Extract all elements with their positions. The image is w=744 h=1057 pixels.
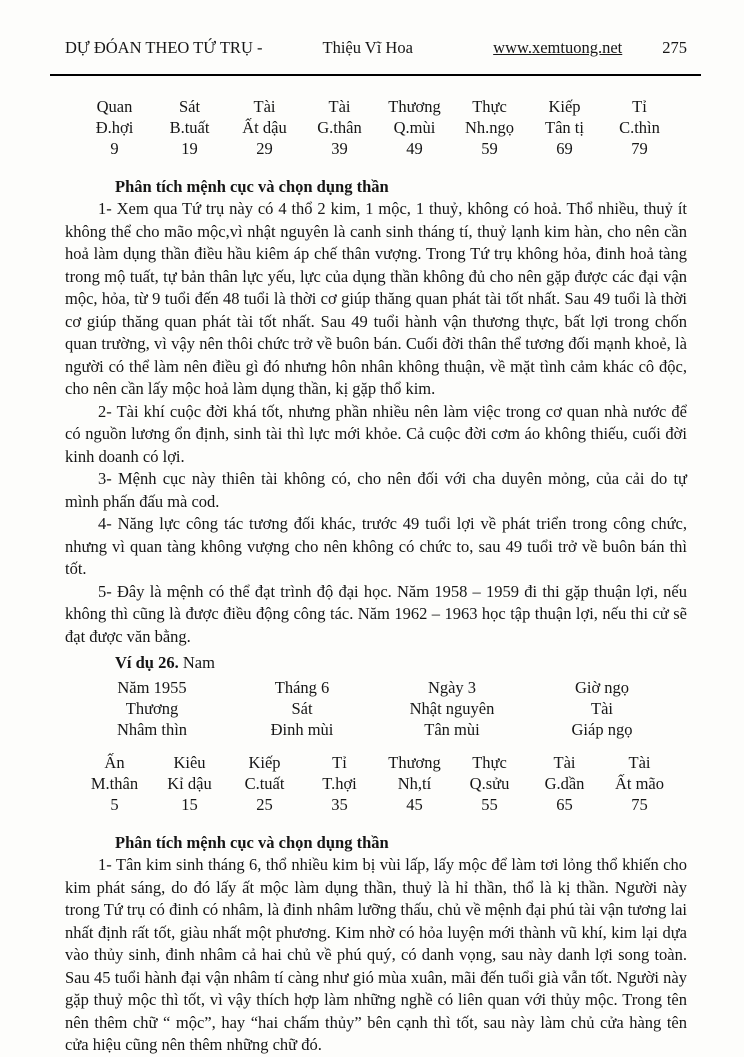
- table-row: [77, 677, 677, 698]
- table-cell: C.tuất: [244, 774, 285, 793]
- header-divider: [50, 74, 701, 76]
- table-cell: T.hợi: [322, 774, 357, 793]
- table-cell: 9: [110, 139, 119, 158]
- table-cell: Kiếp: [248, 753, 281, 772]
- table-cell: Tỉ: [632, 97, 647, 116]
- table-cell: 29: [256, 139, 273, 158]
- table-cell: Đ.hợi: [95, 118, 134, 137]
- table-cell: 35: [331, 795, 348, 814]
- table-row: [77, 773, 677, 794]
- table-row: [77, 698, 677, 719]
- table-cell: Thương: [388, 97, 441, 116]
- table-cell: 19: [181, 139, 198, 158]
- table-row: [77, 752, 677, 773]
- table-row: [77, 138, 677, 159]
- table-row: [77, 719, 677, 740]
- table-cell: Kiêu: [173, 753, 206, 772]
- table-row: [77, 794, 677, 815]
- table-cell: Tài: [628, 753, 651, 772]
- table-cell: Tỉ: [332, 753, 347, 772]
- paragraph: 1- Tân kim sinh tháng 6, thổ nhiều kim bị vùi lấp, lấy mộc để làm tơi lỏng thổ khiến cho kim phát sáng, do đó lấy ất mộc làm dụng thần, thuỷ là hỉ thần, thổ là kị thần. Người này trong Tứ trụ có đinh có nhâm, là đinh nhâm lưỡng thấu, chủ về mệnh đại phú tài vận tương lai nhất định rất tốt, giàu nhất một phương. Kim nhờ có hỏa luyện mới thành vũ khí, kim lại dựa vào thủy sinh, đinh nhâm cả hai chủ về phú quý, có danh vọng, sau này danh lợi song toàn. Sau 45 tuổi hành đại vận nhâm tí càng như gió mùa xuân, mãi đến tuổi già vẫn tốt. Người này gặp thuỷ mộc thì tốt, vì vậy thích hợp làm những nghề có liên quan với thủy mộc. Trong tên nên thêm chữ “ mộc”, hay “hai chấm thủy” bên cạnh thì tốt, sau này làm chủ cửa hàng tên cửa hiệu cũng nên thêm những chữ đó.: [65, 855, 687, 1054]
- table-cell: Ất dậu: [242, 118, 287, 137]
- section-heading: Phân tích mệnh cục và chọn dụng thần: [115, 177, 389, 196]
- page-header: [65, 36, 687, 59]
- table-cell: Thương: [125, 699, 179, 718]
- table-cell: Thương: [388, 753, 441, 772]
- section-heading: Phân tích mệnh cục và chọn dụng thần: [115, 833, 389, 852]
- book-title: DỰ ĐÓAN THEO TỨ TRỤ -: [65, 38, 263, 57]
- table-cell: Tài: [328, 97, 351, 116]
- table-cell: 75: [631, 795, 648, 814]
- luck-cycle-table-2: [77, 752, 677, 815]
- table-cell: 65: [556, 795, 573, 814]
- four-pillars-table: [77, 677, 677, 740]
- table-cell: 39: [331, 139, 348, 158]
- table-cell: Q.mùi: [393, 118, 436, 137]
- table-cell: Giờ ngọ: [574, 678, 630, 697]
- table-cell: Tài: [553, 753, 576, 772]
- table-cell: 79: [631, 139, 648, 158]
- luck-cycle-table-1: [77, 96, 677, 159]
- table-cell: Kiếp: [548, 97, 581, 116]
- table-cell: Sát: [178, 97, 201, 116]
- table-cell: Tài: [253, 97, 276, 116]
- table-cell: 55: [481, 795, 498, 814]
- table-cell: Ấn: [104, 753, 125, 772]
- table-cell: Sát: [291, 699, 313, 718]
- table-cell: B.tuất: [169, 118, 210, 137]
- author-name: Thiệu Vĩ Hoa: [322, 38, 413, 57]
- table-cell: G.thân: [317, 118, 362, 137]
- table-cell: Thực: [472, 97, 507, 116]
- paragraph: 5- Đây là mệnh có thể đạt trình độ đại học. Năm 1958 – 1959 đi thi gặp thuận lợi, nếu không thì cũng là được điều động công tác. Năm 1962 – 1963 học tập thuận lợi, nếu thi cử sẽ đạt được văn bằng.: [65, 581, 687, 646]
- table-cell: Tài: [591, 699, 613, 718]
- table-cell: 25: [256, 795, 273, 814]
- table-cell: Kỉ dậu: [167, 774, 212, 793]
- table-cell: Thực: [472, 753, 507, 772]
- website-link[interactable]: www.xemtuong.net: [493, 38, 623, 57]
- table-cell: Tháng 6: [274, 678, 330, 697]
- table-cell: 15: [181, 795, 198, 814]
- table-cell: Q.sửu: [469, 774, 510, 793]
- table-cell: Nh.ngọ: [464, 118, 515, 137]
- table-cell: Tân tị: [545, 118, 584, 137]
- paragraph: 4- Năng lực công tác tương đối khác, trước 49 tuổi lợi về phát triển trong công chức, nhưng vì quan tàng không vượng cho nên không có chức to, sau 49 tuổi trở về buôn bán thì tốt.: [65, 514, 687, 578]
- table-cell: Nhật nguyên: [409, 699, 495, 718]
- table-cell: Tân mùi: [424, 720, 480, 739]
- table-cell: Ất mão: [614, 774, 665, 793]
- paragraph: 3- Mệnh cục này thiên tài không có, cho nên đối với cha duyên mỏng, của cải do tự mình phấn đấu mà cod.: [65, 469, 687, 511]
- paragraph: 1- Xem qua Tứ trụ này có 4 thổ 2 kim, 1 mộc, 1 thuỷ, không có hoả. Thổ nhiều, thuỷ ít không thể cho mão mộc,vì nhật nguyên là canh sinh tháng tí, thuỷ lạnh kim hàn, cho nên cần hoả làm dụng thần điều hầu kiêm áp chế thân vượng. Trong Tứ trụ không hỏa, đinh hoả tàng trong mộ tuất, tự bản thân lực yếu, lực của dụng thần không đủ cho nên gặp được các đại vận mộc, hỏa, từ 9 tuổi đến 48 tuổi là thời cơ giúp thăng quan phát tài tốt nhất. Sau 49 tuổi là thời cơ giúp thăng quan phát tài tốt nhất. Sau 49 tuổi hành vận thương thực, bất lợi trong chốn quan trường, vì vậy nên thôi chức trở về buôn bán. Cuối đời thân thể tương đối mạnh khoẻ, là người có thể làm nên điều gì đó nhưng hôn nhân không thuận, về mặt tình cảm khác cô độc, cho nên cần lấy mộc hoả làm dụng thần, kị gặp thổ kim.: [65, 199, 687, 398]
- table-cell: Nhâm thìn: [116, 720, 188, 739]
- table-cell: C.thìn: [619, 118, 660, 137]
- example-gender: Nam: [178, 653, 215, 672]
- table-row: [77, 96, 677, 117]
- table-cell: 49: [406, 139, 423, 158]
- table-cell: 45: [406, 795, 423, 814]
- paragraph: 2- Tài khí cuộc đời khá tốt, nhưng phần nhiều nên làm việc trong cơ quan nhà nước để có nguồn lương ổn định, sinh tài thì lực mới khỏe. Cả cuộc đời cơm áo không thiếu, cuối đời kinh doanh có lợi.: [65, 401, 687, 466]
- table-cell: 5: [110, 795, 119, 814]
- page-number: 275: [662, 38, 687, 57]
- table-cell: M.thân: [90, 774, 139, 793]
- table-cell: Ngày 3: [427, 678, 477, 697]
- table-cell: 69: [556, 139, 573, 158]
- example-number: Ví dụ 26.: [115, 653, 179, 672]
- table-cell: Nh,tí: [397, 774, 432, 793]
- example-label: [115, 651, 687, 674]
- table-cell: 59: [481, 139, 498, 158]
- table-cell: Đinh mùi: [270, 720, 334, 739]
- table-cell: Năm 1955: [117, 678, 187, 697]
- table-cell: Quan: [96, 97, 133, 116]
- table-row: [77, 117, 677, 138]
- table-cell: G.dần: [544, 774, 585, 793]
- table-cell: Giáp ngọ: [571, 720, 633, 739]
